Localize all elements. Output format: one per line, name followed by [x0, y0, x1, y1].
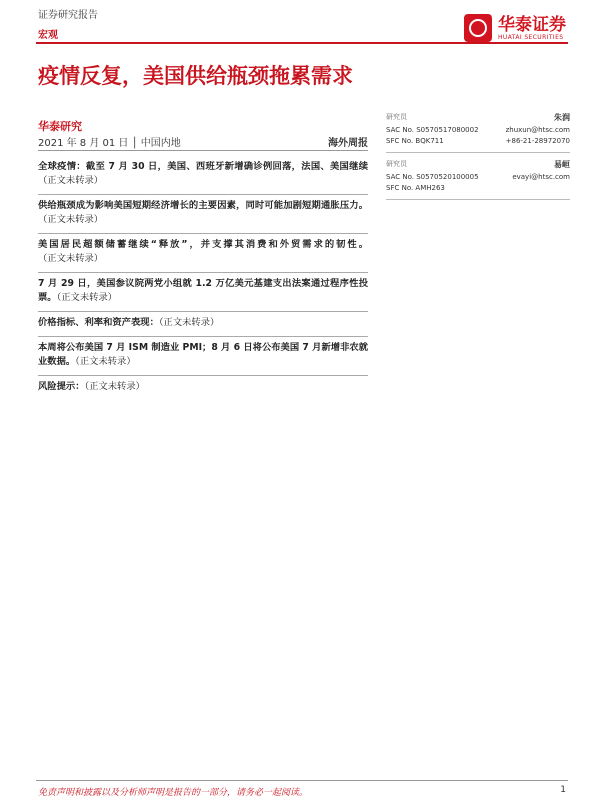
paragraph-lead: 全球疫情：截至 7 月 30 日，美国、西班牙新增确诊例回落，法国、美国继续	[38, 161, 368, 172]
paragraph-lead: 供给瓶颈成为影响美国短期经济增长的主要因素，同时可能加剧短期通胀压力。	[38, 200, 368, 211]
paragraph-text: （正文未转录）	[38, 175, 104, 186]
paragraph-text: （正文未转录）	[75, 356, 136, 367]
analyst-panel	[386, 112, 570, 206]
analyst-email: evayi@htsc.com	[512, 173, 570, 181]
company-logo	[464, 14, 566, 42]
paragraph-lead: 本周将公布美国 7 月 ISM 制造业 PMI；8 月 6 日将公布美国 7 月新增非农就业数据。	[38, 342, 368, 367]
report-type-label: 证券研究报告	[38, 10, 98, 21]
report-date: 2021 年 8 月 01 日 │ 中国内地	[38, 138, 181, 149]
analyst-card	[386, 159, 570, 200]
footer-disclaimer: 免责声明和披露以及分析师声明是报告的一部分，请务必一起阅读。	[38, 788, 309, 798]
analyst-sac: SAC No. S0570517080002	[386, 126, 479, 134]
analyst-sac: SAC No. S0570520100005	[386, 173, 479, 181]
page-number: 1	[560, 785, 566, 795]
body-paragraph	[38, 376, 368, 400]
analyst-role: 研究员	[386, 113, 407, 121]
logo-name-cn: 华泰证券	[498, 14, 566, 35]
paragraph-text: （正文未转录）	[56, 292, 118, 303]
body-paragraph	[38, 273, 368, 312]
body-paragraph	[38, 337, 368, 376]
body-paragraph	[38, 234, 368, 273]
analyst-sfc: SFC No. AMH263	[386, 184, 445, 192]
paragraph-text: （正文未转录）	[84, 381, 145, 392]
paragraph-lead: 7 月 29 日，美国参议院两党小组就 1.2 万亿美元基建支出法案通过程序性投票。	[38, 278, 368, 303]
paragraph-text: （正文未转录）	[158, 317, 220, 328]
analyst-name: 易峘	[554, 160, 570, 169]
paragraph-text: （正文未转录）	[38, 214, 104, 225]
analyst-sfc: SFC No. BQK711	[386, 137, 444, 145]
paragraph-text: （正文未转录）	[38, 253, 104, 264]
report-body	[38, 156, 368, 400]
analyst-email: zhuxun@htsc.com	[505, 126, 570, 134]
category-label: 宏观	[38, 30, 58, 41]
report-series: 海外周报	[328, 138, 368, 149]
logo-name-en: HUATAI SECURITIES	[498, 33, 564, 41]
analyst-card	[386, 112, 570, 153]
analyst-role: 研究员	[386, 160, 407, 168]
body-paragraph	[38, 195, 368, 234]
report-title: 疫情反复，美国供给瓶颈拖累需求	[38, 64, 353, 88]
paragraph-lead: 美国居民超额储蓄继续“释放”，并支撑其消费和外贸需求的韧性。	[38, 239, 368, 250]
logo-mark-icon	[464, 14, 492, 42]
header-divider	[36, 42, 568, 44]
footer-divider	[36, 780, 568, 781]
body-paragraph	[38, 156, 368, 195]
report-meta	[38, 134, 368, 149]
analyst-name: 朱润	[554, 113, 570, 122]
analyst-phone: +86-21-28972070	[505, 137, 570, 145]
meta-divider	[38, 150, 368, 151]
body-paragraph	[38, 312, 368, 337]
paragraph-lead: 价格指标、利率和资产表现：	[38, 317, 159, 328]
research-team: 华泰研究	[38, 120, 82, 133]
paragraph-lead: 风险提示：	[38, 381, 85, 392]
